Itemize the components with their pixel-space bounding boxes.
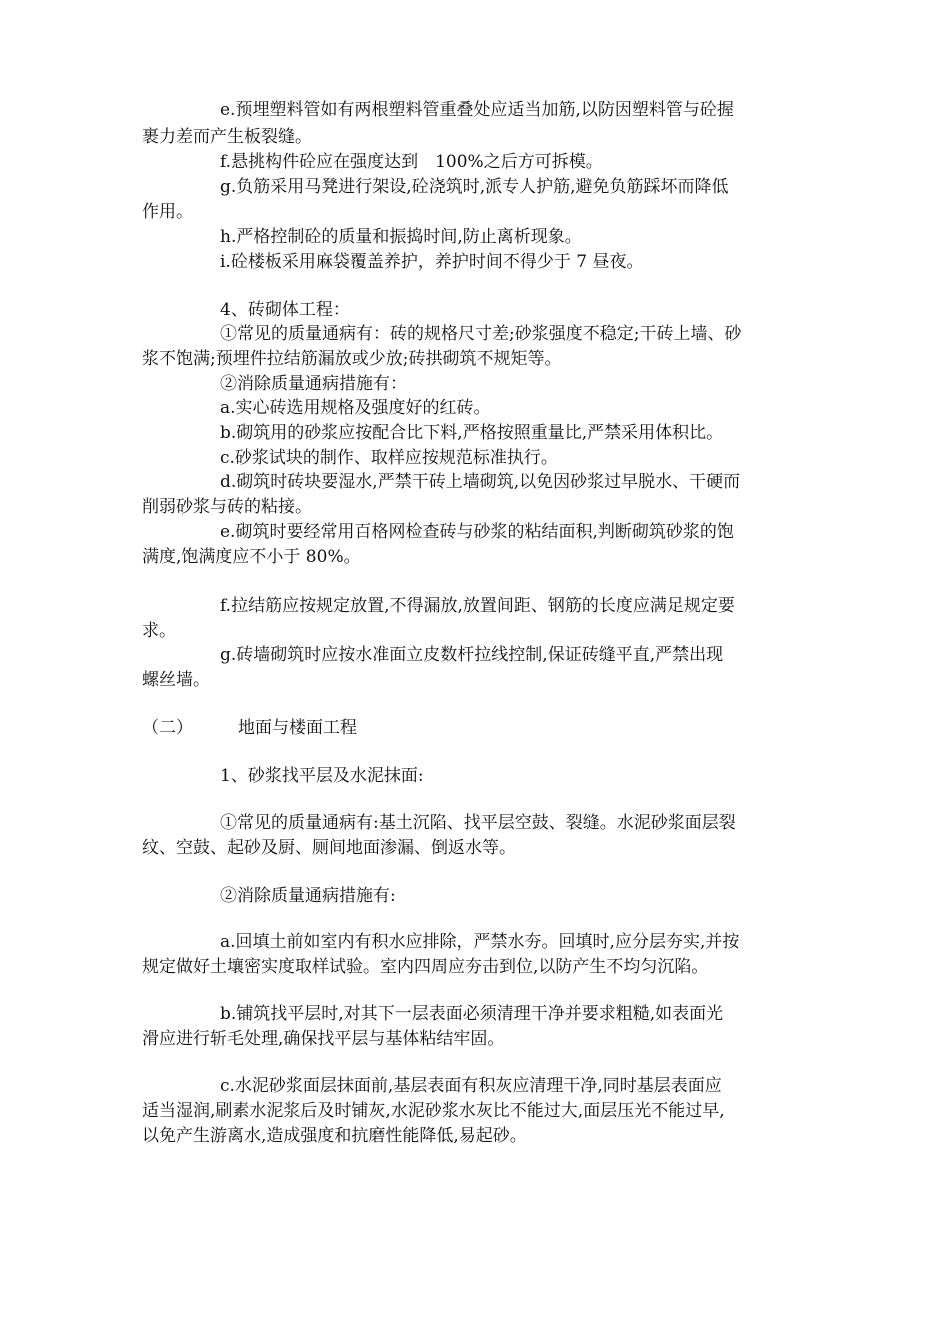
paragraph-line: 满度,饱满度应不小于 80%。 [142,547,361,567]
subsection-heading: 4、砖砌体工程： [220,300,350,320]
paragraph-line: a.回填土前如室内有积水应排除，严禁水夯。回填时,应分层夯实,并按 [220,932,740,952]
paragraph-line: ②消除质量通病措施有： [220,374,407,394]
paragraph-line: e.预埋塑料管如有两根塑料管重叠处应适当加筋,以防因塑料管与砼握 [220,100,734,120]
paragraph-line: d.砌筑时砖块要湿水,严禁干砖上墙砌筑,以免因砂浆过早脱水、干硬而 [220,472,741,492]
paragraph-line: 作用。 [142,202,193,222]
paragraph-line: ②消除质量通病措施有: [220,886,396,906]
paragraph-line: i.砼楼板采用麻袋覆盖养护，养护时间不得少于 7 昼夜。 [220,252,644,272]
paragraph-line: 适当湿润,刷素水泥浆后及时铺灰,水泥砂浆水灰比不能过大,面层压光不能过早, [142,1101,725,1121]
paragraph-line: 以免产生游离水,造成强度和抗磨性能降低,易起砂。 [142,1126,527,1146]
paragraph-line: c.水泥砂浆面层抹面前,基层表面有积灰应清理干净,同时基层表面应 [220,1076,722,1096]
paragraph-line: b.砌筑用的砂浆应按配合比下料,严格按照重量比,严禁采用体积比。 [220,423,724,443]
paragraph-line: ①常见的质量通病有：砖的规格尺寸差;砂浆强度不稳定;干砖上墙、砂 [220,324,742,344]
paragraph-line: c.砂浆试块的制作、取样应按规范标准执行。 [220,448,558,468]
paragraph-line: 螺丝墙。 [142,670,210,690]
paragraph-line: 求。 [142,621,176,641]
paragraph-line: g.砖墙砌筑时应按水准面立皮数杆拉线控制,保证砖缝平直,严禁出现 [220,645,724,665]
paragraph-line: b.铺筑找平层时,对其下一层表面必须清理干净并要求粗糙,如表面光 [220,1004,724,1024]
paragraph-line: e.砌筑时要经常用百格网检查砖与砂浆的粘结面积,判断砌筑砂浆的饱 [220,522,734,542]
paragraph-line: 浆不饱满;预埋件拉结筋漏放或少放;砖拱砌筑不规矩等。 [142,349,562,369]
paragraph-line: g.负筋采用马凳进行架设,砼浇筑时,派专人护筋,避免负筋踩坏而降低 [220,177,729,197]
section-title: 地面与楼面工程 [238,718,357,738]
paragraph-line: a.实心砖选用规格及强度好的红砖。 [220,398,491,418]
paragraph-line: f.悬挑构件砼应在强度达到 100%之后方可拆模。 [220,152,603,172]
paragraph-line: 裹力差而产生板裂缝。 [142,127,312,147]
paragraph-line: ①常见的质量通病有:基土沉陷、找平层空鼓、裂缝。水泥砂浆面层裂 [220,813,736,833]
paragraph-line: 纹、空鼓、起砂及厨、厕间地面渗漏、倒返水等。 [142,838,516,858]
paragraph-line: h.严格控制砼的质量和振捣时间,防止离析现象。 [220,227,582,247]
section-number: （二） [142,718,193,738]
paragraph-line: 规定做好土壤密实度取样试验。室内四周应夯击到位,以防产生不均匀沉陷。 [142,957,709,977]
paragraph-line: 滑应进行斩毛处理,确保找平层与基体粘结牢固。 [142,1029,505,1049]
subsection-heading: 1、砂浆找平层及水泥抹面: [220,766,424,786]
paragraph-line: f.拉结筋应按规定放置,不得漏放,放置间距、钢筋的长度应满足规定要 [220,596,735,616]
paragraph-line: 削弱砂浆与砖的粘接。 [142,497,312,517]
